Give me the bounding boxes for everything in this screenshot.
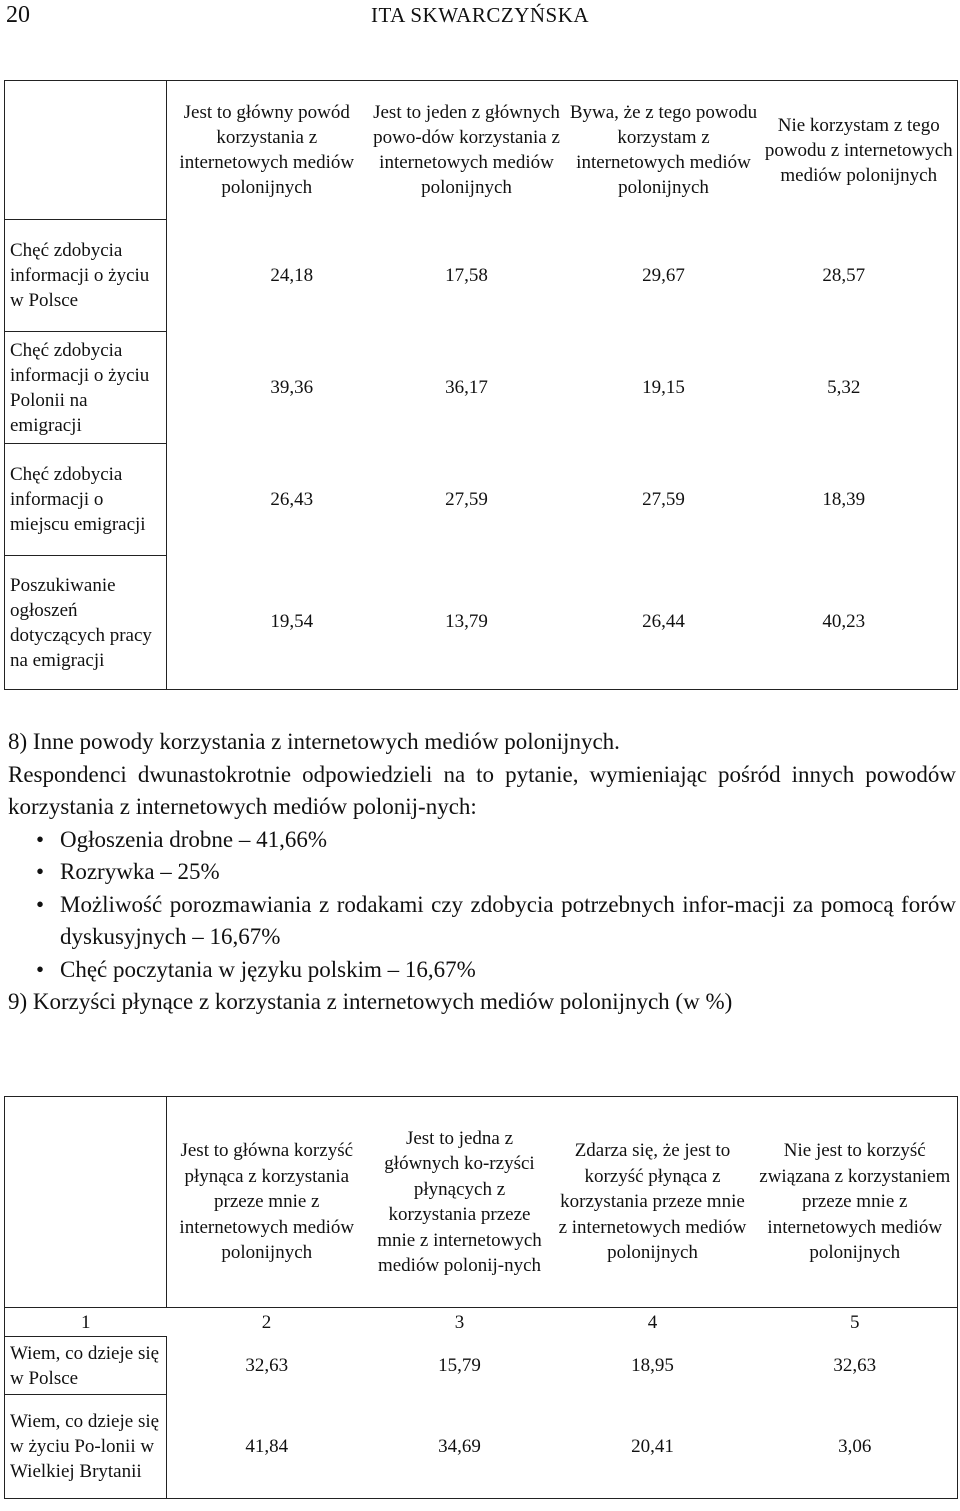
value-cell: 39,36 — [270, 376, 314, 398]
column-header: Jest to główna korzyść płynąca z korzystania przeze mnie z internetowych mediów polonijnych — [167, 1097, 367, 1308]
table-row — [5, 1337, 958, 1395]
running-head: ITA SKWARCZYŃSKA — [370, 3, 590, 27]
column-number: 4 — [553, 1308, 753, 1337]
row-label: Chęć zdobycia informacji o życiu Polonii na emigracji — [5, 332, 167, 444]
value-cell: 32,63 — [753, 1337, 958, 1395]
column-number: 1 — [5, 1308, 167, 1337]
bullet-icon: • — [36, 891, 45, 917]
list-item-text: Możliwość porozmawiania z rodakami czy zdobycia potrzebnych infor-macji za pomocą forów dyskusyjnych – 16,67% — [60, 891, 956, 949]
list-item — [8, 856, 956, 889]
usage-reasons-table — [4, 80, 958, 690]
list-item — [8, 889, 956, 954]
body-text — [8, 726, 956, 1019]
table-row — [5, 556, 958, 690]
row-label: Wiem, co dzieje się w Polsce — [5, 1337, 167, 1395]
list-item-text: Rozrywka – 25% — [60, 859, 220, 884]
value-cell: 26,43 — [270, 488, 314, 510]
table-row — [5, 1395, 958, 1499]
value-cell: 36,17 — [445, 376, 488, 398]
list-item — [8, 954, 956, 987]
item8-paragraph: Respondenci dwunastokrotnie odpowiedzieli na to pytanie, wymieniając pośród innych powodów korzystania z internetowych mediów polonij-nych: — [8, 761, 956, 819]
value-cell: 18,39 — [761, 444, 958, 556]
item9-heading: 9) Korzyści płynące z korzystania z internetowych mediów polonijnych (w %) — [8, 989, 733, 1014]
table-header-row — [5, 1097, 958, 1308]
column-header: Jest to jeden z głównych powo-dów korzystania z internetowych mediów polonijnych — [367, 81, 567, 220]
column-number: 2 — [167, 1308, 367, 1337]
value-cell: 26,44 — [567, 556, 761, 690]
item8-heading: 8) Inne powody korzystania z internetowych mediów polonijnych. — [8, 729, 620, 754]
page-header — [0, 0, 960, 34]
value-cell: 40,23 — [761, 556, 958, 690]
page-number: 20 — [6, 2, 30, 28]
column-header: Nie korzystam z tego powodu z internetowych mediów polonijnych — [761, 81, 958, 220]
corner-cell — [5, 81, 167, 220]
column-number: 5 — [753, 1308, 958, 1337]
column-header: Jest to główny powód korzystania z internetowych mediów polonijnych — [167, 81, 367, 220]
column-header: Bywa, że z tego powodu korzystam z internetowych mediów polonijnych — [567, 81, 761, 220]
value-cell: 24,18 — [270, 264, 314, 286]
value-cell: 15,79 — [438, 1355, 481, 1376]
value-cell: 20,41 — [553, 1395, 753, 1499]
value-cell: 13,79 — [367, 556, 567, 690]
column-header: Nie jest to korzyść związana z korzystaniem przeze mnie z internetowych mediów polonijnych — [753, 1097, 958, 1308]
value-cell: 27,59 — [642, 488, 685, 510]
bullet-icon: • — [36, 859, 45, 884]
value-cell: 18,95 — [631, 1355, 674, 1376]
column-number: 3 — [367, 1308, 553, 1337]
corner-cell — [5, 1097, 167, 1308]
column-header: Zdarza się, że jest to korzyść płynąca z korzystania przeze mnie z internetowych mediów polonijnych — [553, 1097, 753, 1308]
column-header: Jest to jedna z głównych ko-rzyści płynących z korzystania przeze mnie z internetowych mediów polonij-nych — [367, 1097, 553, 1308]
list-item — [8, 824, 956, 857]
value-cell: 28,57 — [761, 220, 958, 332]
value-cell: 29,67 — [642, 264, 685, 286]
value-cell: 41,84 — [167, 1395, 367, 1499]
value-cell: 27,59 — [445, 488, 488, 510]
benefits-table — [4, 1096, 958, 1499]
value-cell: 5,32 — [761, 332, 958, 444]
table-row — [5, 444, 958, 556]
row-label: Chęć zdobycia informacji o życiu w Polsce — [5, 220, 167, 332]
row-label: Wiem, co dzieje się w życiu Po-lonii w Wielkiej Brytanii — [5, 1395, 167, 1499]
bullet-icon: • — [36, 956, 45, 982]
value-cell: 32,63 — [245, 1355, 289, 1376]
list-item-text: Chęć poczytania w języku polskim – 16,67% — [60, 956, 476, 982]
bullet-icon: • — [36, 826, 45, 852]
value-cell: 3,06 — [753, 1395, 958, 1499]
table-row — [5, 332, 958, 444]
value-cell: 17,58 — [445, 264, 488, 286]
value-cell: 19,54 — [167, 556, 367, 690]
column-number-row — [5, 1308, 958, 1337]
row-label: Poszukiwanie ogłoszeń dotyczących pracy na emigracji — [5, 556, 167, 690]
value-cell: 34,69 — [367, 1395, 553, 1499]
list-item-text: Ogłoszenia drobne – 41,66% — [60, 826, 327, 852]
table-row — [5, 220, 958, 332]
value-cell: 19,15 — [642, 376, 685, 398]
table-header-row — [5, 81, 958, 220]
row-label: Chęć zdobycia informacji o miejscu emigracji — [5, 444, 167, 556]
